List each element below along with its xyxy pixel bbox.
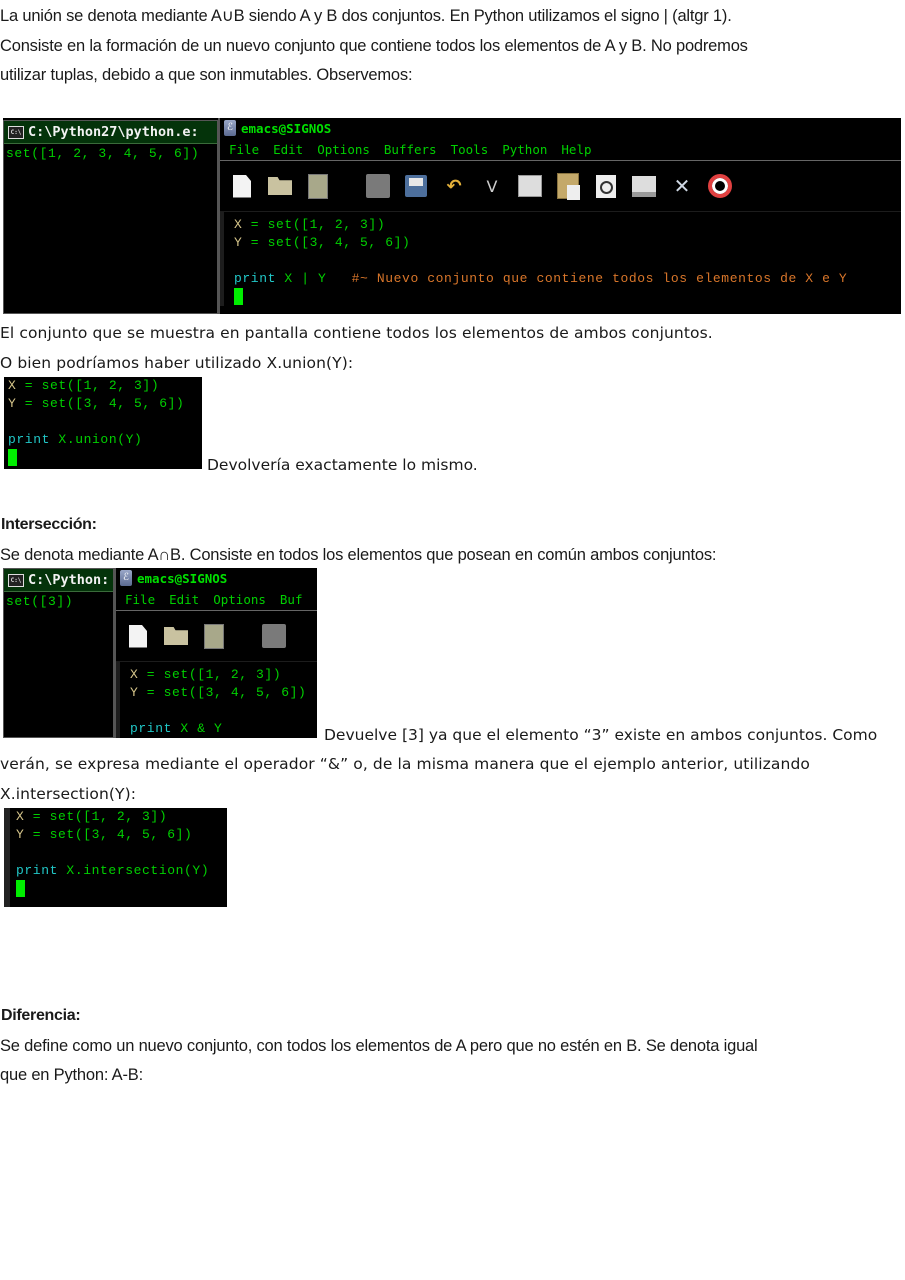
cmd-titlebar xyxy=(4,569,113,592)
open-folder-icon[interactable] xyxy=(268,174,292,198)
emacs-toolbar xyxy=(116,611,317,662)
emacs-toolbar xyxy=(220,161,901,212)
emacs-window xyxy=(218,118,901,314)
emacs-logo-icon: ℰ xyxy=(224,120,236,136)
union-result-text: El conjunto que se muestra en pantalla contiene todos los elementos de ambos conjuntos. xyxy=(0,324,713,342)
intersection-caption-line-1: Devuelve [3] ya que el elemento “3” existe en ambos conjuntos. Como xyxy=(324,726,878,744)
menu-help[interactable]: Help xyxy=(561,141,592,157)
emacs-menubar xyxy=(116,588,317,611)
union-screenshot xyxy=(3,118,901,314)
new-file-icon[interactable] xyxy=(126,624,150,648)
alt-code-line-2: Y = set([3, 4, 5, 6]) xyxy=(16,827,193,842)
new-file-icon[interactable] xyxy=(230,174,254,198)
alt-code-line-4: print X.intersection(Y) xyxy=(16,863,210,878)
text-cursor xyxy=(234,288,243,305)
save-icon[interactable] xyxy=(262,624,286,648)
cmd-output: set([1, 2, 3, 4, 5, 6]) xyxy=(6,146,200,161)
code-line-1: X = set([1, 2, 3]) xyxy=(130,667,282,682)
code-line-4: print X | Y #~ Nuevo conjunto que contiene todos los elementos de X e Y xyxy=(234,271,848,286)
emacs-logo-icon: ℰ xyxy=(120,570,132,586)
cmd-window xyxy=(3,120,218,314)
help-icon[interactable] xyxy=(708,174,732,198)
menu-file[interactable]: File xyxy=(125,591,156,607)
intersection-heading: Intersección: xyxy=(1,516,97,533)
cut-icon[interactable]: V xyxy=(486,176,498,196)
difference-line-1: Se define como un nuevo conjunto, con todos los elementos de A pero que no estén en B. Se denota igual xyxy=(0,1037,758,1055)
menu-options[interactable]: Options xyxy=(213,591,266,607)
code-line-3 xyxy=(130,702,317,720)
cmd-title: C:\Python: xyxy=(28,572,110,588)
menu-buffers[interactable]: Buffers xyxy=(383,141,437,157)
menu-edit[interactable]: Edit xyxy=(273,141,304,157)
preferences-icon[interactable]: ✕ xyxy=(673,174,691,198)
code-line-2: Y = set([3, 4, 5, 6]) xyxy=(234,235,411,250)
intersection-intro: Se denota mediante A∩B. Consiste en todos los elementos que posean en común ambos conjuntos: xyxy=(0,546,717,564)
print-icon[interactable] xyxy=(632,174,656,198)
menu-file[interactable]: File xyxy=(229,141,260,157)
text-cursor xyxy=(8,449,17,466)
cmd-icon: C:\ xyxy=(8,574,24,587)
code-line-1: X = set([1, 2, 3]) xyxy=(234,217,386,232)
intersection-caption-line-3: X.intersection(Y): xyxy=(0,785,137,803)
copy-icon[interactable] xyxy=(518,174,542,198)
intersection-screenshot xyxy=(3,568,317,738)
union-intro-line-1: La unión se denota mediante A∪B siendo A y B dos conjuntos. En Python utilizamos el signo | (altgr 1). xyxy=(0,7,732,25)
emacs-menubar xyxy=(220,138,901,161)
emacs-code-buffer[interactable] xyxy=(220,212,901,306)
save-as-icon[interactable] xyxy=(404,174,428,198)
file-cabinet-icon[interactable] xyxy=(306,174,330,198)
file-cabinet-icon[interactable] xyxy=(202,624,226,648)
alt-code-line-4: print X.union(Y) xyxy=(8,432,143,447)
emacs-titlebar xyxy=(116,568,317,588)
cmd-titlebar xyxy=(4,121,217,144)
paste-icon[interactable] xyxy=(556,174,580,198)
emacs-title: emacs@SIGNOS xyxy=(137,570,228,586)
menu-options[interactable]: Options xyxy=(317,141,370,157)
cmd-window xyxy=(3,568,114,738)
union-alt-code-screenshot xyxy=(4,377,202,469)
menu-buffers[interactable]: Buf xyxy=(279,591,303,607)
cmd-title: C:\Python27\python.e: xyxy=(28,124,199,140)
union-alt-text: O bien podríamos haber utilizado X.union(Y): xyxy=(0,354,354,372)
code-line-2: Y = set([3, 4, 5, 6]) xyxy=(130,685,307,700)
open-folder-icon[interactable] xyxy=(164,624,188,648)
code-line-4: print X & Y xyxy=(130,721,223,736)
difference-heading: Diferencia: xyxy=(1,1007,81,1024)
emacs-window xyxy=(114,568,317,738)
cmd-output: set([3]) xyxy=(6,594,74,609)
union-alt-caption: Devolvería exactamente lo mismo. xyxy=(207,456,478,474)
menu-tools[interactable]: Tools xyxy=(450,141,489,157)
alt-code-line-1: X = set([1, 2, 3]) xyxy=(16,809,168,824)
save-icon[interactable] xyxy=(366,174,390,198)
search-icon[interactable] xyxy=(594,174,618,198)
alt-code-line-1: X = set([1, 2, 3]) xyxy=(8,378,160,393)
emacs-title: emacs@SIGNOS xyxy=(241,120,332,136)
text-cursor xyxy=(16,880,25,897)
difference-line-2: que en Python: A-B: xyxy=(0,1066,143,1084)
menu-edit[interactable]: Edit xyxy=(169,591,200,607)
emacs-code-buffer[interactable] xyxy=(116,662,317,738)
code-line-5 xyxy=(234,288,901,306)
cmd-icon: C:\ xyxy=(8,126,24,139)
code-line-3 xyxy=(234,252,901,270)
emacs-titlebar xyxy=(220,118,901,138)
alt-code-line-2: Y = set([3, 4, 5, 6]) xyxy=(8,396,185,411)
union-intro-line-2: Consiste en la formación de un nuevo conjunto que contiene todos los elementos de A y B. No podremos xyxy=(0,37,748,55)
undo-icon[interactable]: ↶ xyxy=(446,175,462,197)
union-intro-line-3: utilizar tuplas, debido a que son inmutables. Observemos: xyxy=(0,66,413,84)
intersection-alt-code-screenshot xyxy=(4,808,227,907)
intersection-caption-line-2: verán, se expresa mediante el operador “&” o, de la misma manera que el ejemplo anterior, utilizando xyxy=(0,755,810,773)
menu-python[interactable]: Python xyxy=(502,141,548,157)
